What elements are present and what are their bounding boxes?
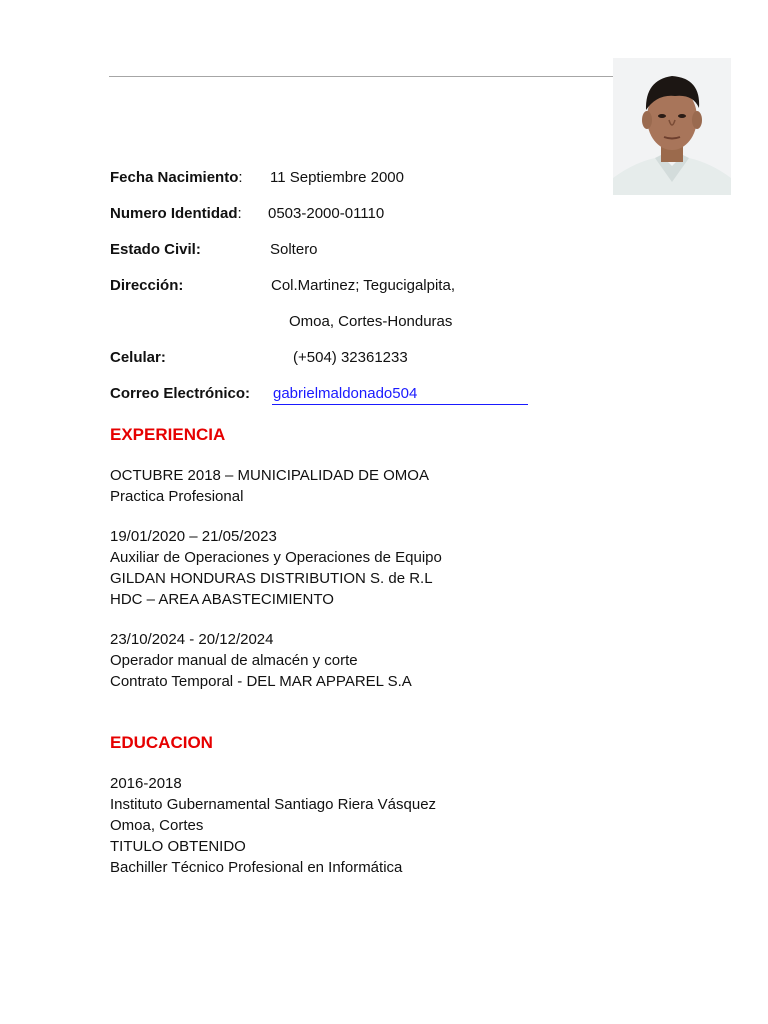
entry-line: Practica Profesional [110, 488, 244, 505]
entry-line: Contrato Temporal - DEL MAR APPAREL S.A [110, 673, 412, 690]
experience-entry-3 [110, 629, 412, 692]
birth-value: 11 Septiembre 2000 [270, 169, 404, 186]
email-link[interactable]: gabrielmaldonado504 [273, 385, 418, 402]
birth-label: Fecha Nacimiento: [110, 169, 243, 186]
experience-heading: EXPERIENCIA [110, 425, 226, 444]
personal-info [110, 169, 670, 421]
address-line-1: Col.Martinez; Tegucigalpita, [271, 277, 455, 294]
education-line: Bachiller Técnico Profesional en Informática [110, 859, 403, 876]
email-label: Correo Electrónico: [110, 385, 251, 402]
civil-row [110, 241, 670, 277]
education-line: Instituto Gubernamental Santiago Riera Vásquez [110, 796, 437, 813]
phone-value: (+504) 32361233 [293, 349, 408, 366]
id-label: Numero Identidad: [110, 205, 242, 222]
civil-value: Soltero [270, 241, 318, 258]
address-label: Dirección: [110, 277, 184, 294]
address-line-2: Omoa, Cortes-Honduras [289, 313, 453, 330]
education-line: 2016-2018 [110, 775, 182, 792]
entry-line: Operador manual de almacén y corte [110, 652, 358, 669]
entry-line: HDC – AREA ABASTECIMIENTO [110, 591, 334, 608]
education-line: Omoa, Cortes [110, 817, 204, 834]
email-underline [272, 404, 528, 405]
address-row-2 [110, 313, 670, 349]
entry-line: 19/01/2020 – 21/05/2023 [110, 528, 277, 545]
id-value: 0503-2000-01110 [268, 205, 385, 222]
header-divider [109, 76, 613, 77]
education-entry [110, 773, 436, 878]
birth-row [110, 169, 670, 205]
entry-line: GILDAN HONDURAS DISTRIBUTION S. de R.L [110, 570, 433, 587]
id-row [110, 205, 670, 241]
entry-line: Auxiliar de Operaciones y Operaciones de Equipo [110, 549, 442, 566]
civil-label: Estado Civil: [110, 241, 201, 258]
entry-line: OCTUBRE 2018 – MUNICIPALIDAD DE OMOA [110, 467, 429, 484]
email-row [110, 385, 670, 421]
experience-entry-2 [110, 526, 442, 610]
education-heading: EDUCACION [110, 733, 213, 752]
address-row [110, 277, 670, 313]
education-line: TITULO OBTENIDO [110, 838, 246, 855]
phone-row [110, 349, 670, 385]
experience-entry-1 [110, 465, 429, 507]
phone-label: Celular: [110, 349, 166, 366]
entry-line: 23/10/2024 - 20/12/2024 [110, 631, 274, 648]
